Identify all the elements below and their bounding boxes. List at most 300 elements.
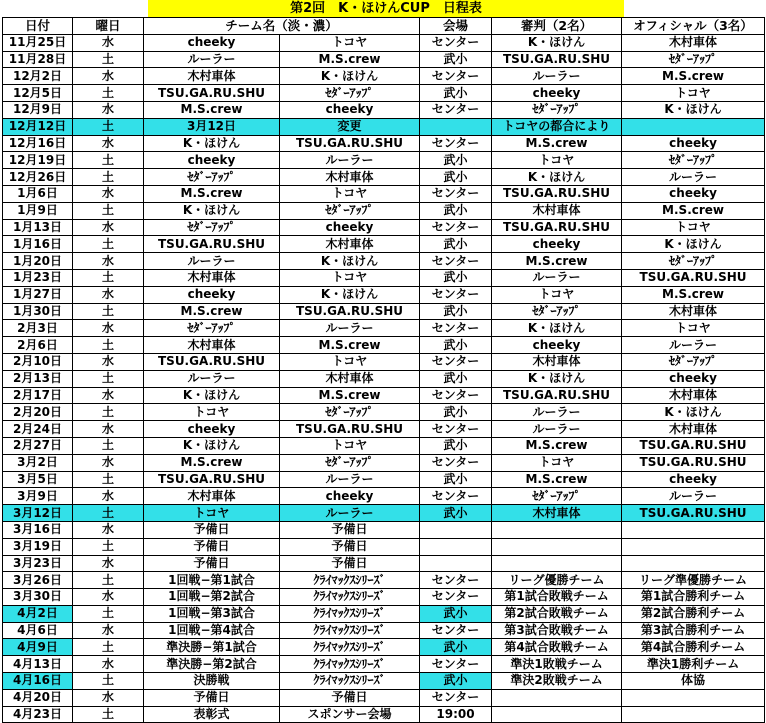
official-cell: トコヤ [622, 85, 765, 102]
day-cell: 土 [73, 639, 144, 656]
table-row [3, 286, 765, 303]
referee-cell: K・ほけん [492, 169, 622, 186]
team1-cell: ｾﾀﾞｰｱｯﾌﾟ [144, 320, 280, 337]
day-cell: 土 [73, 85, 144, 102]
team2-cell: トコヤ [280, 353, 420, 370]
official-cell: ルーラー [622, 169, 765, 186]
day-cell: 土 [73, 706, 144, 723]
referee-cell: 第2試合敗戦チーム [492, 605, 622, 622]
official-cell [622, 555, 765, 572]
team1-cell: 1回戦−第1試合 [144, 572, 280, 589]
referee-cell: 木村車体 [492, 505, 622, 522]
team1-cell: ルーラー [144, 253, 280, 270]
referee-cell: cheeky [492, 236, 622, 253]
table-row [3, 437, 765, 454]
referee-cell: 木村車体 [492, 202, 622, 219]
team1-cell: TSU.GA.RU.SHU [144, 236, 280, 253]
day-cell: 土 [73, 505, 144, 522]
official-cell: 木村車体 [622, 387, 765, 404]
team1-cell: cheeky [144, 34, 280, 51]
table-row [3, 471, 765, 488]
date-cell: 4月9日 [3, 639, 73, 656]
team2-cell: ｸﾗｲﾏｯｸｽｼﾘｰｽﾞ [280, 639, 420, 656]
day-cell: 水 [73, 219, 144, 236]
team1-cell: 3月12日 [144, 118, 280, 135]
date-cell: 4月2日 [3, 605, 73, 622]
referee-cell: 木村車体 [492, 353, 622, 370]
team2-cell: トコヤ [280, 269, 420, 286]
team2-cell: スポンサー会場 [280, 706, 420, 723]
day-cell: 土 [73, 404, 144, 421]
referee-cell: K・ほけん [492, 320, 622, 337]
date-cell: 1月23日 [3, 269, 73, 286]
team1-cell: K・ほけん [144, 202, 280, 219]
date-cell: 3月9日 [3, 488, 73, 505]
referee-cell [492, 706, 622, 723]
venue-cell: センター [420, 253, 492, 270]
official-cell: cheeky [622, 471, 765, 488]
team2-cell: ルーラー [280, 471, 420, 488]
team2-cell: K・ほけん [280, 286, 420, 303]
official-cell: 第4試合勝利チーム [622, 639, 765, 656]
official-cell: 木村車体 [622, 421, 765, 438]
venue-cell: 武小 [420, 269, 492, 286]
day-cell: 水 [73, 34, 144, 51]
team1-cell: TSU.GA.RU.SHU [144, 471, 280, 488]
day-cell: 水 [73, 68, 144, 85]
day-cell: 土 [73, 370, 144, 387]
team1-cell: ルーラー [144, 51, 280, 68]
referee-cell: TSU.GA.RU.SHU [492, 51, 622, 68]
team1-cell: K・ほけん [144, 135, 280, 152]
venue-cell: 武小 [420, 152, 492, 169]
table-row [3, 706, 765, 723]
day-cell: 土 [73, 437, 144, 454]
referee-cell: M.S.crew [492, 437, 622, 454]
referee-cell: ルーラー [492, 421, 622, 438]
official-cell: 体協 [622, 673, 765, 690]
official-cell: ｾﾀﾞｰｱｯﾌﾟ [622, 353, 765, 370]
team2-cell: 予備日 [280, 521, 420, 538]
official-cell [622, 538, 765, 555]
table-row [3, 85, 765, 102]
date-cell: 3月12日 [3, 505, 73, 522]
venue-cell: センター [420, 353, 492, 370]
team2-cell: ｸﾗｲﾏｯｸｽｼﾘｰｽﾞ [280, 622, 420, 639]
table-row [3, 118, 765, 135]
date-cell: 2月6日 [3, 337, 73, 354]
referee-cell: ルーラー [492, 68, 622, 85]
table-row [3, 169, 765, 186]
day-cell: 水 [73, 555, 144, 572]
date-cell: 1月30日 [3, 303, 73, 320]
official-cell [622, 118, 765, 135]
official-cell: トコヤ [622, 320, 765, 337]
venue-cell [420, 521, 492, 538]
venue-cell: センター [420, 185, 492, 202]
official-cell: トコヤ [622, 219, 765, 236]
date-cell: 3月19日 [3, 538, 73, 555]
day-cell: 水 [73, 101, 144, 118]
team2-cell: TSU.GA.RU.SHU [280, 135, 420, 152]
referee-cell: トコヤ [492, 152, 622, 169]
team2-cell: ｾﾀﾞｰｱｯﾌﾟ [280, 202, 420, 219]
venue-cell: センター [420, 589, 492, 606]
date-cell: 12月2日 [3, 68, 73, 85]
referee-cell: 第3試合敗戦チーム [492, 622, 622, 639]
official-cell: cheeky [622, 370, 765, 387]
venue-cell: センター [420, 454, 492, 471]
day-cell: 水 [73, 589, 144, 606]
official-cell: 第3試合勝利チーム [622, 622, 765, 639]
team2-cell: ｾﾀﾞｰｱｯﾌﾟ [280, 404, 420, 421]
sheet-title: 第2回 K・ほけんCUP 日程表 [148, 0, 624, 17]
team1-cell: トコヤ [144, 404, 280, 421]
team1-cell: 1回戦−第2試合 [144, 589, 280, 606]
table-row [3, 656, 765, 673]
team2-cell: K・ほけん [280, 253, 420, 270]
table-row [3, 236, 765, 253]
date-cell: 4月20日 [3, 689, 73, 706]
schedule-table [2, 17, 765, 723]
venue-cell: 武小 [420, 85, 492, 102]
table-row [3, 253, 765, 270]
venue-cell: 武小 [420, 605, 492, 622]
referee-cell [492, 689, 622, 706]
venue-cell [420, 538, 492, 555]
official-cell: M.S.crew [622, 286, 765, 303]
day-cell: 水 [73, 286, 144, 303]
table-row [3, 303, 765, 320]
official-cell: ルーラー [622, 337, 765, 354]
header-day: 曜日 [73, 18, 144, 35]
venue-cell: センター [420, 387, 492, 404]
header-date: 日付 [3, 18, 73, 35]
referee-cell: M.S.crew [492, 253, 622, 270]
referee-cell: ルーラー [492, 404, 622, 421]
referee-cell: K・ほけん [492, 34, 622, 51]
day-cell: 水 [73, 353, 144, 370]
header-venue: 会場 [420, 18, 492, 35]
team1-cell: 準決勝−第2試合 [144, 656, 280, 673]
table-row [3, 34, 765, 51]
official-cell: TSU.GA.RU.SHU [622, 437, 765, 454]
header-officials: オフィシャル（3名） [622, 18, 765, 35]
team2-cell: ｾﾀﾞｰｱｯﾌﾟ [280, 454, 420, 471]
venue-cell: 武小 [420, 337, 492, 354]
venue-cell: 武小 [420, 673, 492, 690]
referee-cell: cheeky [492, 85, 622, 102]
venue-cell: 武小 [420, 303, 492, 320]
team2-cell: ｸﾗｲﾏｯｸｽｼﾘｰｽﾞ [280, 589, 420, 606]
team1-cell: 予備日 [144, 555, 280, 572]
day-cell: 土 [73, 169, 144, 186]
day-cell: 水 [73, 656, 144, 673]
referee-cell: 準決1敗戦チーム [492, 656, 622, 673]
date-cell: 2月27日 [3, 437, 73, 454]
date-cell: 12月26日 [3, 169, 73, 186]
day-cell: 水 [73, 622, 144, 639]
date-cell: 1月16日 [3, 236, 73, 253]
day-cell: 土 [73, 673, 144, 690]
date-cell: 1月20日 [3, 253, 73, 270]
team2-cell: ｸﾗｲﾏｯｸｽｼﾘｰｽﾞ [280, 673, 420, 690]
team2-cell: ｸﾗｲﾏｯｸｽｼﾘｰｽﾞ [280, 572, 420, 589]
table-row [3, 152, 765, 169]
team2-cell: ルーラー [280, 320, 420, 337]
team2-cell: TSU.GA.RU.SHU [280, 303, 420, 320]
table-row [3, 68, 765, 85]
team2-cell: トコヤ [280, 185, 420, 202]
team1-cell: ｾﾀﾞｰｱｯﾌﾟ [144, 169, 280, 186]
official-cell: cheeky [622, 135, 765, 152]
date-cell: 3月26日 [3, 572, 73, 589]
day-cell: 土 [73, 118, 144, 135]
venue-cell: センター [420, 421, 492, 438]
referee-cell: K・ほけん [492, 370, 622, 387]
table-row [3, 639, 765, 656]
team2-cell: cheeky [280, 488, 420, 505]
date-cell: 4月13日 [3, 656, 73, 673]
venue-cell: センター [420, 135, 492, 152]
table-row [3, 605, 765, 622]
date-cell: 12月19日 [3, 152, 73, 169]
team2-cell: M.S.crew [280, 51, 420, 68]
table-row [3, 320, 765, 337]
referee-cell: M.S.crew [492, 135, 622, 152]
referee-cell: 第4試合敗戦チーム [492, 639, 622, 656]
table-row [3, 572, 765, 589]
official-cell: TSU.GA.RU.SHU [622, 454, 765, 471]
day-cell: 水 [73, 454, 144, 471]
referee-cell: 第1試合敗戦チーム [492, 589, 622, 606]
team1-cell: cheeky [144, 286, 280, 303]
official-cell [622, 689, 765, 706]
table-row [3, 454, 765, 471]
team2-cell: ルーラー [280, 152, 420, 169]
team1-cell: cheeky [144, 152, 280, 169]
venue-cell: 武小 [420, 639, 492, 656]
date-cell: 2月17日 [3, 387, 73, 404]
table-row [3, 202, 765, 219]
team2-cell: cheeky [280, 219, 420, 236]
day-cell: 土 [73, 538, 144, 555]
team1-cell: 予備日 [144, 521, 280, 538]
table-row [3, 353, 765, 370]
team2-cell: 予備日 [280, 538, 420, 555]
team1-cell: 木村車体 [144, 68, 280, 85]
team1-cell: 予備日 [144, 538, 280, 555]
official-cell: 木村車体 [622, 303, 765, 320]
date-cell: 2月24日 [3, 421, 73, 438]
table-row [3, 370, 765, 387]
venue-cell: センター [420, 689, 492, 706]
official-cell: TSU.GA.RU.SHU [622, 269, 765, 286]
table-row [3, 101, 765, 118]
team1-cell: ｾﾀﾞｰｱｯﾌﾟ [144, 219, 280, 236]
day-cell: 水 [73, 521, 144, 538]
day-cell: 土 [73, 152, 144, 169]
venue-cell: センター [420, 320, 492, 337]
referee-cell: ｾﾀﾞｰｱｯﾌﾟ [492, 488, 622, 505]
team1-cell: TSU.GA.RU.SHU [144, 353, 280, 370]
date-cell: 3月2日 [3, 454, 73, 471]
team2-cell: 変更 [280, 118, 420, 135]
date-cell: 12月9日 [3, 101, 73, 118]
day-cell: 土 [73, 202, 144, 219]
referee-cell: ルーラー [492, 269, 622, 286]
day-cell: 水 [73, 135, 144, 152]
date-cell: 12月5日 [3, 85, 73, 102]
venue-cell: センター [420, 34, 492, 51]
date-cell: 2月13日 [3, 370, 73, 387]
day-cell: 水 [73, 253, 144, 270]
team2-cell: 木村車体 [280, 236, 420, 253]
venue-cell: センター [420, 622, 492, 639]
date-cell: 3月23日 [3, 555, 73, 572]
date-cell: 3月30日 [3, 589, 73, 606]
day-cell: 水 [73, 185, 144, 202]
table-row [3, 622, 765, 639]
venue-cell: センター [420, 656, 492, 673]
table-row [3, 505, 765, 522]
venue-cell [420, 555, 492, 572]
official-cell: TSU.GA.RU.SHU [622, 505, 765, 522]
team1-cell: TSU.GA.RU.SHU [144, 85, 280, 102]
official-cell: ルーラー [622, 488, 765, 505]
header-row [3, 18, 765, 35]
table-row [3, 689, 765, 706]
referee-cell: TSU.GA.RU.SHU [492, 219, 622, 236]
referee-cell: ｾﾀﾞｰｱｯﾌﾟ [492, 303, 622, 320]
official-cell: ｾﾀﾞｰｱｯﾌﾟ [622, 51, 765, 68]
team2-cell: ｾﾀﾞｰｱｯﾌﾟ [280, 85, 420, 102]
team1-cell: 1回戦−第3試合 [144, 605, 280, 622]
official-cell: K・ほけん [622, 404, 765, 421]
official-cell: 準決1勝利チーム [622, 656, 765, 673]
team2-cell: ルーラー [280, 505, 420, 522]
table-row [3, 521, 765, 538]
table-row [3, 555, 765, 572]
day-cell: 水 [73, 320, 144, 337]
team1-cell: K・ほけん [144, 387, 280, 404]
team2-cell: M.S.crew [280, 387, 420, 404]
official-cell: M.S.crew [622, 202, 765, 219]
venue-cell: センター [420, 219, 492, 236]
table-row [3, 219, 765, 236]
team1-cell: 準決勝−第1試合 [144, 639, 280, 656]
team1-cell: 木村車体 [144, 269, 280, 286]
official-cell [622, 706, 765, 723]
day-cell: 土 [73, 51, 144, 68]
venue-cell: 武小 [420, 169, 492, 186]
team2-cell: トコヤ [280, 34, 420, 51]
venue-cell: センター [420, 572, 492, 589]
referee-cell: 準決2敗戦チーム [492, 673, 622, 690]
date-cell: 11月25日 [3, 34, 73, 51]
team1-cell: M.S.crew [144, 185, 280, 202]
referee-cell: リーグ優勝チーム [492, 572, 622, 589]
official-cell: 木村車体 [622, 34, 765, 51]
venue-cell: 武小 [420, 505, 492, 522]
date-cell: 12月12日 [3, 118, 73, 135]
table-row [3, 387, 765, 404]
date-cell: 11月28日 [3, 51, 73, 68]
official-cell: ｾﾀﾞｰｱｯﾌﾟ [622, 253, 765, 270]
day-cell: 土 [73, 471, 144, 488]
day-cell: 水 [73, 387, 144, 404]
team2-cell: K・ほけん [280, 68, 420, 85]
team2-cell: 木村車体 [280, 169, 420, 186]
team1-cell: cheeky [144, 421, 280, 438]
referee-cell [492, 538, 622, 555]
day-cell: 水 [73, 689, 144, 706]
team2-cell: ｸﾗｲﾏｯｸｽｼﾘｰｽﾞ [280, 656, 420, 673]
referee-cell: M.S.crew [492, 471, 622, 488]
date-cell: 2月10日 [3, 353, 73, 370]
team1-cell: M.S.crew [144, 101, 280, 118]
venue-cell: 武小 [420, 51, 492, 68]
day-cell: 土 [73, 605, 144, 622]
referee-cell: ｾﾀﾞｰｱｯﾌﾟ [492, 101, 622, 118]
referee-cell: cheeky [492, 337, 622, 354]
official-cell: K・ほけん [622, 236, 765, 253]
table-row [3, 135, 765, 152]
date-cell: 4月16日 [3, 673, 73, 690]
date-cell: 1月6日 [3, 185, 73, 202]
referee-cell [492, 521, 622, 538]
team1-cell: M.S.crew [144, 454, 280, 471]
table-row [3, 421, 765, 438]
referee-cell: トコヤ [492, 286, 622, 303]
venue-cell: センター [420, 488, 492, 505]
date-cell: 12月16日 [3, 135, 73, 152]
official-cell: M.S.crew [622, 68, 765, 85]
official-cell: 第2試合勝利チーム [622, 605, 765, 622]
referee-cell: TSU.GA.RU.SHU [492, 185, 622, 202]
referee-cell: トコヤ [492, 454, 622, 471]
referee-cell [492, 555, 622, 572]
day-cell: 土 [73, 269, 144, 286]
team2-cell: 予備日 [280, 555, 420, 572]
venue-cell: 武小 [420, 404, 492, 421]
venue-cell: 武小 [420, 471, 492, 488]
team1-cell: ルーラー [144, 370, 280, 387]
team2-cell: cheeky [280, 101, 420, 118]
table-row [3, 337, 765, 354]
venue-cell: 19:00 [420, 706, 492, 723]
venue-cell: センター [420, 286, 492, 303]
date-cell: 1月27日 [3, 286, 73, 303]
official-cell: cheeky [622, 185, 765, 202]
team1-cell: K・ほけん [144, 437, 280, 454]
team1-cell: M.S.crew [144, 303, 280, 320]
day-cell: 土 [73, 236, 144, 253]
header-referees: 審判（2名） [492, 18, 622, 35]
team2-cell: ｸﾗｲﾏｯｸｽｼﾘｰｽﾞ [280, 605, 420, 622]
date-cell: 2月3日 [3, 320, 73, 337]
date-cell: 3月16日 [3, 521, 73, 538]
date-cell: 4月23日 [3, 706, 73, 723]
date-cell: 2月20日 [3, 404, 73, 421]
team2-cell: 木村車体 [280, 370, 420, 387]
official-cell: K・ほけん [622, 101, 765, 118]
table-row [3, 488, 765, 505]
date-cell: 1月13日 [3, 219, 73, 236]
table-row [3, 404, 765, 421]
team1-cell: 1回戦−第4試合 [144, 622, 280, 639]
day-cell: 土 [73, 337, 144, 354]
